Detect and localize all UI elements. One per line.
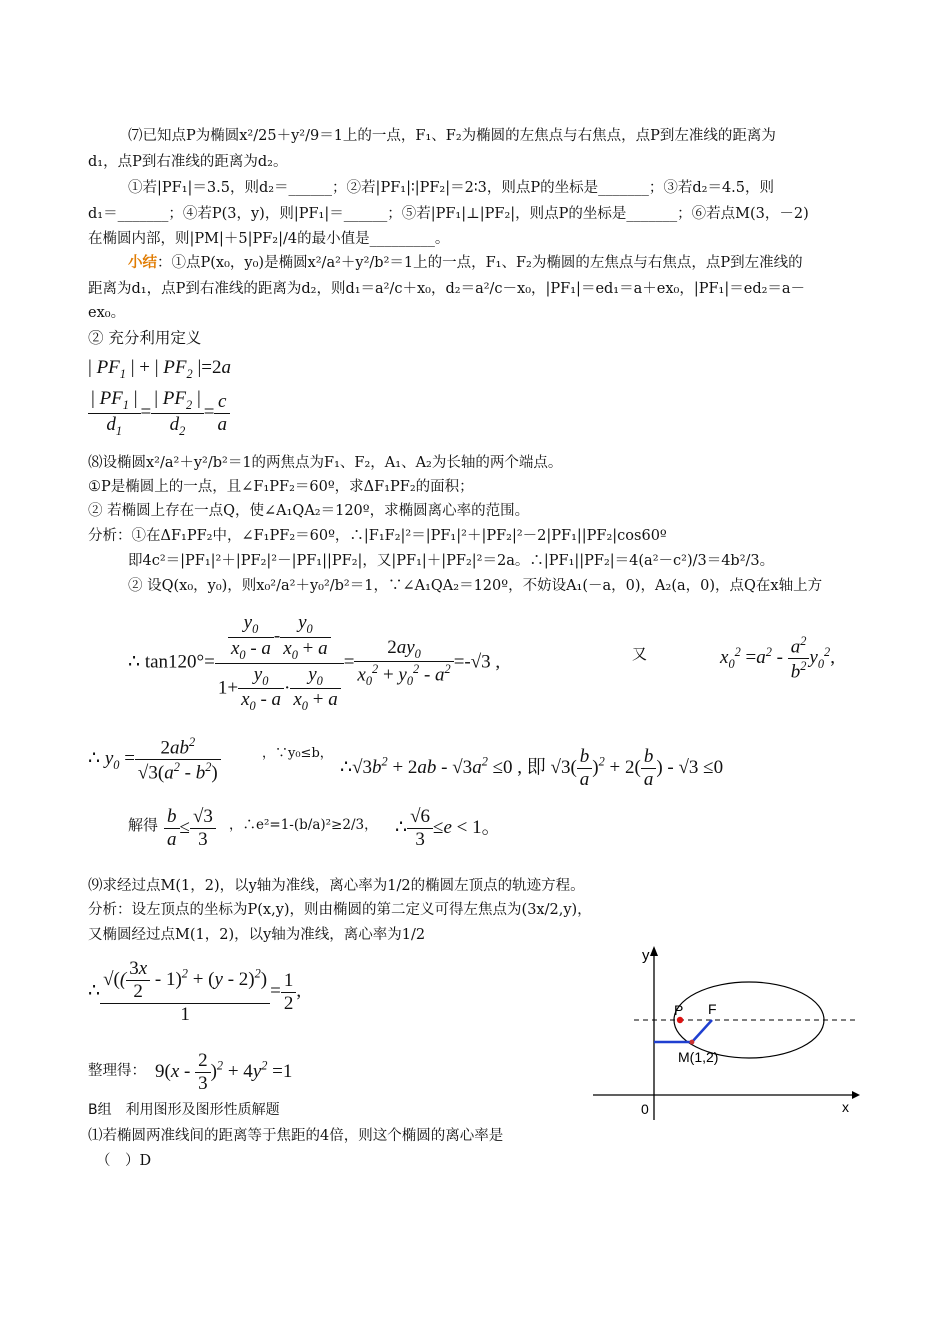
formula-y0: ∴ $y_0$ = $\frac{2ab^2}{√3(a^2 - b^2)}$ [88, 735, 221, 785]
e-sq-text: ，∴e²=1-(b/a)²≥2/3， [229, 817, 378, 833]
q8-line-1: ⑻设椭圆x²/a²＋y²/b²＝1的两焦点为F₁、F₂，A₁、A₂为长轴的两个端点。 [88, 455, 563, 471]
q7-line-2: d₁，点P到右准线的距离为d₂。 [88, 154, 288, 170]
q8-line-3: ② 若椭圆上存在一点Q，使∠A₁QA₂＝120º，求椭圆离心率的范围。 [88, 503, 530, 519]
formula-q9-ratio: ∴ √(( $\frac{3x}{2}$ - 1)$^2$ + (y - 2)$^2$) 1 = $\frac{1}{2}$ , [88, 958, 302, 1025]
x-axis-label: x [842, 1099, 849, 1115]
q7-line-1: ⑺已知点P为椭圆x²/25＋y²/9＝1上的一点，F₁、F₂为椭圆的左焦点与右焦点，点P到左准线的距离为 [128, 128, 776, 144]
q8-line-5: 即4c²＝|PF₁|²＋|PF₂|²－|PF₁||PF₂|，又|PF₁|＋|PF₂|²＝2a。∴|PF₁||PF₂|＝4(a²－c²)/3＝4b²/3。 [128, 553, 775, 569]
formula-ineq-1: $\therefore√3b^2 + 2ab - √3a^2 \le 0$ , 即 √3( $\frac{b}{a}$ )$^2$ + 2( $\frac{b}{a}$ ) - √3 ≤0 [340, 746, 724, 790]
origin-label: 0 [641, 1101, 649, 1117]
y-axis-label: y [642, 947, 650, 964]
f-label: F [708, 1001, 717, 1017]
formula-tan120: ∴ tan120°= $\frac{y_0}{x_0 - a}$ - $\frac{y_0}{x_0 + a}$ 1+ $\frac{y_0}{x_0 - a}$ · $\frac{y_0}{x_0 + a}$ = $\frac{2ay_0}{x_0^2 + y_0^2 - a^2}$ =-√3 , [128, 612, 501, 714]
summary-line-4: ② 充分利用定义 [88, 329, 202, 347]
summary-line-1 [128, 253, 803, 273]
q9-line-3: 又椭圆经过点M(1，2)，以y轴为准线，离心率为1/2 [88, 927, 426, 943]
q8-line-6: ② 设Q(x₀，y₀)，则x₀²/a²＋y₀²/b²＝1，∵∠A₁QA₂＝120º，不妨设A₁(－a，0)，A₂(a，0)，点Q在x轴上方 [128, 578, 823, 594]
summary-line-3: ex₀。 [88, 305, 126, 321]
b1-answer: （ ）D [96, 1153, 152, 1169]
q8-line-4: 分析：①在ΔF₁PF₂中，∠F₁PF₂＝60º，∴|F₁F₂|²＝|PF₁|²＋|PF₂|²－2|PF₁||PF₂|cos60º [88, 528, 667, 544]
ellipse-figure [590, 938, 875, 1123]
formula-ba: $\frac{b}{a}$ ≤ $\frac{√3}{3}$ [164, 806, 216, 851]
formula-sum-focal: | $PF_1$ | + | $PF_2$ |=2a [88, 357, 231, 381]
q9-line-1: ⑼求经过点M(1，2)，以y轴为准线，离心率为1/2的椭圆左顶点的轨迹方程。 [88, 878, 585, 894]
jie-de-text: 解得 [128, 816, 159, 834]
b1-line-1: ⑴若椭圆两准线间的距离等于焦距的4倍，则这个椭圆的离心率是 [88, 1128, 504, 1144]
group-b-heading: B组 利用图形及图形性质解题 [88, 1102, 280, 1118]
x-axis-arrow-icon [852, 1091, 860, 1099]
y-axis-arrow-icon [650, 946, 658, 956]
ellipse-curve [674, 982, 824, 1058]
blue-segment-diagonal [692, 1020, 712, 1042]
q7-line-3: ①若|PF₁|＝3.5，则d₂＝______；②若|PF₁|∶|PF₂|＝2∶3，则点P的坐标是_______；③若d₂＝4.5，则 [128, 180, 775, 196]
point-m [690, 1040, 695, 1045]
formula-ratio: $\frac{| PF_1 |}{d_1}$ = $\frac{| PF_2 |}{d_2}$ = $\frac{c}{a}$ [88, 388, 230, 439]
zheng-li-text: 整理得： [88, 1063, 146, 1079]
formula-e-range: ∴ $\frac{√6}{3}$ ≤e < 1。 [395, 806, 501, 850]
q7-line-5: 在椭圆内部，则|PM|＋5|PF₂|/4的最小值是_________。 [88, 231, 450, 247]
summary-text: ：①点P(x₀，y₀)是椭圆x²/a²＋y²/b²＝1上的一点，F₁、F₂为椭圆的左焦点与右焦点，点P到左准线的 [157, 255, 803, 271]
since-y0-text: ，∵y₀≤b， [262, 746, 333, 761]
m-label: M(1,2) [678, 1049, 719, 1065]
q8-line-2: ①P是椭圆上的一点，且∠F₁PF₂＝60º，求ΔF₁PF₂的面积； [88, 479, 474, 495]
q9-line-2: 分析：设左顶点的坐标为P(x,y)，则由椭圆的第二定义可得左焦点为(3x/2,y)， [88, 902, 592, 918]
formula-trajectory: 9(x - $\frac{2}{3}$ )$^2 + 4y^2 =1$ [155, 1050, 293, 1094]
summary-label: 小结 [128, 254, 157, 271]
p-label: P [674, 1002, 684, 1018]
you-text: 又 [632, 645, 648, 663]
summary-line-2: 距离为d₁，点P到右准线的距离为d₂，则d₁＝a²/c＋x₀，d₂＝a²/c－x₀，|PF₁|＝ed₁＝a＋ex₀，|PF₁|＝ed₂＝a－ [88, 281, 806, 297]
q7-line-4: d₁＝_______；④若P(3，y)，则|PF₁|＝______；⑤若|PF₁|⊥|PF₂|，则点P的坐标是_______；⑥若点M(3，－2) [88, 206, 809, 222]
formula-x0sq: $x_0^2 =a^2$ - $\frac{a^2}{b^2}$ $y_0^2$, [720, 634, 835, 683]
